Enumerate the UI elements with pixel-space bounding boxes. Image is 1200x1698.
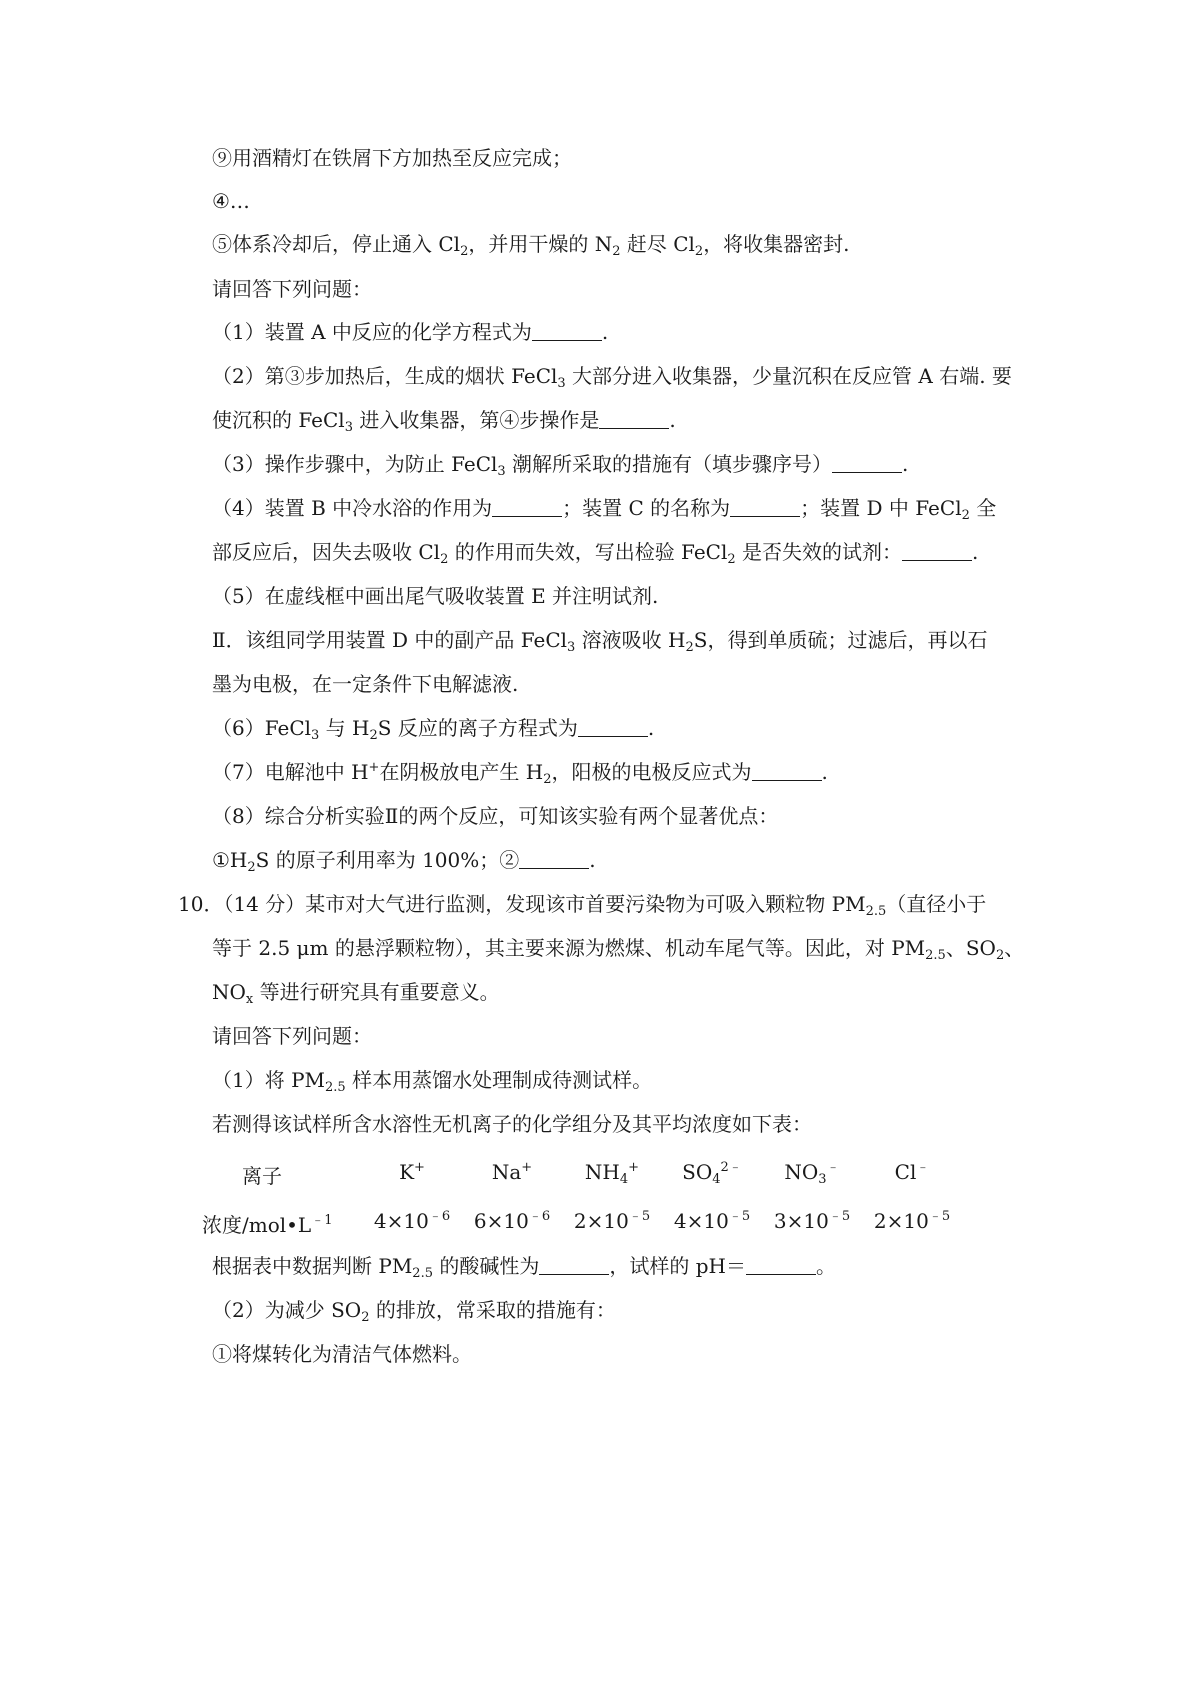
- answer-blank: [599, 410, 669, 429]
- question-2-line-2: 使沉积的 FeCl$_3$ 进入收集器，第④步操作是 .: [212, 408, 676, 435]
- question-10-1-judgement: 根据表中数据判断 $PM_{2.5}$ 的酸碱性为 ，试样的 pH＝ 。: [212, 1254, 836, 1281]
- answer-blank: [832, 454, 902, 473]
- ion-na: Na+: [491, 1160, 533, 1184]
- question-10-line-2: 等于 2.5 μm 的悬浮颗粒物），其主要来源为燃煤、机动车尾气等。因此，对 $PM_{2.5}$、$SO_2$、: [212, 936, 1025, 963]
- concentration-label: 浓度$/mol•L^{﹣1}$: [202, 1213, 333, 1237]
- question-10-2-measure-1: ①将煤转化为清洁气体燃料。: [212, 1342, 472, 1366]
- answer-blank: [578, 718, 648, 737]
- prompt-answer-questions-2: 请回答下列问题：: [212, 1024, 372, 1048]
- answer-blank: [746, 1256, 816, 1275]
- question-1: （1）装置 A 中反应的化学方程式为 .: [212, 320, 609, 344]
- answer-blank: [539, 1256, 609, 1275]
- answer-blank: [730, 498, 800, 517]
- conc-nh4: $2\times 10^{﹣5}$: [573, 1209, 651, 1233]
- question-2-line-1: （2）第③步加热后，生成的烟状 FeCl$_3$ 大部分进入收集器，少量沉积在反应管 A 右端. 要: [212, 364, 1012, 391]
- question-6: （6）FeCl$_3$ 与 $H_2S$ 反应的离子方程式为 .: [212, 716, 655, 743]
- answer-blank: [519, 850, 589, 869]
- question-4-line-1: （4）装置 B 中冷水浴的作用为 ；装置 C 的名称为 ；装置 D 中 FeCl$_2$ 全: [212, 496, 997, 523]
- ion-so4: $SO_4^{2﹣}$: [682, 1160, 742, 1187]
- conc-k: $4\times 10^{﹣6}$: [373, 1209, 451, 1233]
- question-10-2: （2）为减少 $SO_2$ 的排放，常采取的措施有：: [212, 1298, 616, 1325]
- question-5: （5）在虚线框中画出尾气吸收装置 E 并注明试剂.: [212, 584, 659, 608]
- question-8-answer-line: $①H_2S$ 的原子利用率为 100%；② .: [212, 848, 596, 875]
- step-9: ⑨用酒精灯在铁屑下方加热至反应完成；: [212, 146, 572, 170]
- answer-blank: [492, 498, 562, 517]
- conc-na: $6\times 10^{﹣6}$: [473, 1209, 551, 1233]
- question-10-line-3: $NO_x$ 等进行研究具有重要意义。: [212, 980, 500, 1007]
- step-5: ⑤体系冷却后，停止通入 $Cl_2$，并用干燥的 $N_2$ 赶尽 $Cl_2$，将收集器密封.: [212, 232, 850, 259]
- answer-blank: [532, 322, 602, 341]
- answer-blank: [752, 762, 822, 781]
- prompt-answer-questions: 请回答下列问题：: [212, 277, 372, 301]
- part-2-line-1: Ⅱ．该组同学用装置 D 中的副产品 FeCl$_3$ 溶液吸收 $H_2S$，得到单质硫；过滤后，再以石: [212, 628, 988, 655]
- answer-blank: [902, 542, 972, 561]
- step-4: ④…: [212, 189, 250, 213]
- part-2-line-2: 墨为电极，在一定条件下电解滤液.: [212, 672, 519, 696]
- question-8: （8）综合分析实验Ⅱ的两个反应，可知该实验有两个显著优点：: [212, 804, 779, 828]
- question-4-line-2: 部反应后，因失去吸收 $Cl_2$ 的作用而失效，写出检验 FeCl$_2$ 是否失效的试剂： .: [212, 540, 979, 567]
- conc-so4: $4\times 10^{﹣5}$: [673, 1209, 751, 1233]
- ion-nh4: $NH_4^+$: [584, 1160, 640, 1187]
- ion-cl: Cl﹣: [894, 1160, 930, 1184]
- question-10-1: （1）将 $PM_{2.5}$ 样本用蒸馏水处理制成待测试样。: [212, 1068, 653, 1095]
- table-header-label: 离子: [242, 1164, 282, 1188]
- conc-cl: $2\times 10^{﹣5}$: [873, 1209, 951, 1233]
- question-10-1-table-intro: 若测得该试样所含水溶性无机离子的化学组分及其平均浓度如下表：: [212, 1112, 812, 1136]
- conc-no3: $3\times 10^{﹣5}$: [773, 1209, 851, 1233]
- question-3: （3）操作步骤中，为防止 FeCl$_3$ 潮解所采取的措施有（填步骤序号） .: [212, 452, 909, 479]
- ion-k: K+: [399, 1160, 425, 1184]
- question-7: （7）电解池中 H+在阴极放电产生 $H_2$，阳极的电极反应式为 .: [212, 760, 828, 787]
- ion-no3: $NO_3^﹣$: [784, 1160, 840, 1187]
- question-10-line-1: 10．（14 分）某市对大气进行监测，发现该市首要污染物为可吸入颗粒物 $PM_{2.5}$（直径小于: [178, 892, 987, 919]
